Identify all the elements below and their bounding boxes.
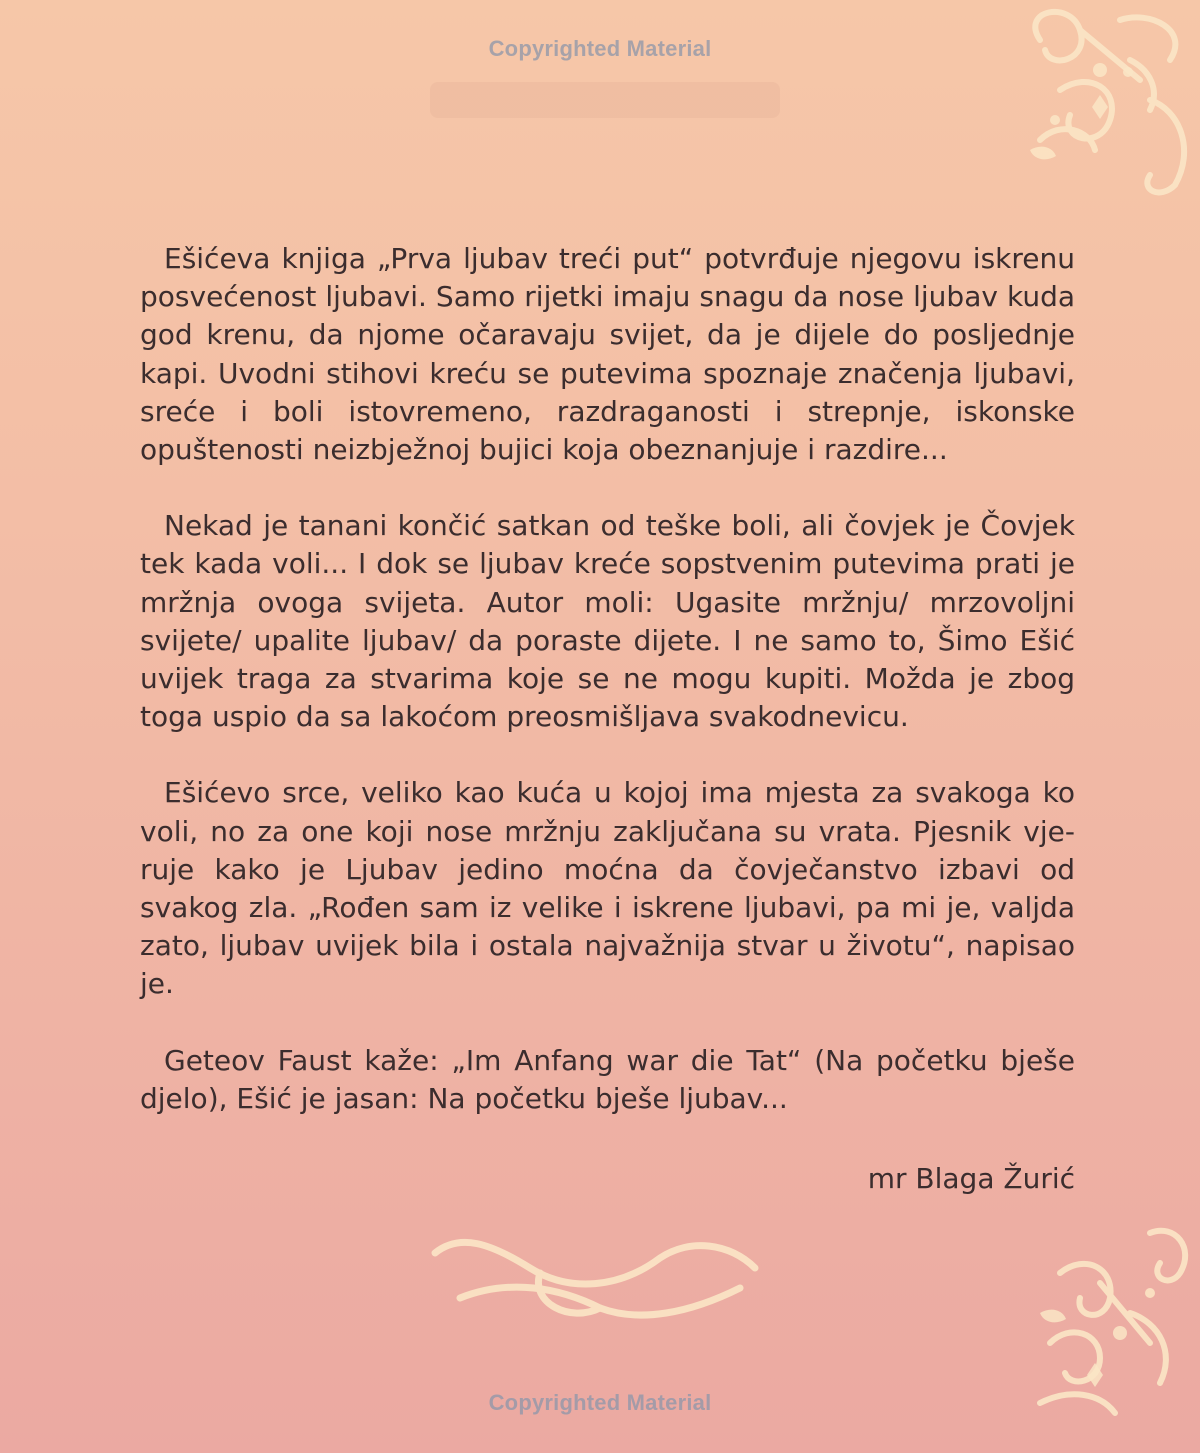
paragraph-1: Ešićeva knjiga „Prva ljubav treći put“ potvrđuje njegovu iskrenu posvećenost ljubavi. Samo rijetki imaju snagu da nose ljubav kuda god krenu, da njome očaravaju svijet, da je dijele do posljednje kapi. Uvodni stihovi kreću se putevima spoznaje značenja ljubavi, sreće i boli istovremeno, razdraganosti i strepnje, iskonske opuštenosti neizbježnoj bujici koja obeznanjuje i razdire... (140, 242, 1075, 467)
author-signature: mr Blaga Žurić (867, 1162, 1075, 1196)
copyright-watermark-bottom: Copyrighted Material (488, 1390, 712, 1415)
faded-heading-shape (430, 76, 780, 124)
paragraph-3: Ešićevo srce, veliko kao kuća u kojoj ima mjesta za svakoga ko voli, no za one koji nose mržnju zaključana su vrata. Pjesnik vjeruje kako je Ljubav jedino moćna da čovječanstvo izbavi od svakog zla. „Rođen sam iz velike i iskrene ljubavi, pa mi je, valjda zato, ljubav uvijek bila i ostala najvažnija stvar u životu“, napisao je. (140, 776, 1075, 1001)
copyright-watermark-top: Copyrighted Material (488, 36, 712, 61)
paragraph-4: Geteov Faust kaže: „Im Anfang war die Tat“ (Na početku bješe djelo), Ešić je jasan: Na početku bješe ljubav... (140, 1043, 1075, 1115)
body-text (140, 240, 1075, 1198)
floral-swirl-ornament-top-icon (1000, 0, 1200, 210)
paragraph-2: Nekad je tanani končić satkan od teške boli, ali čovjek je Čovjek tek kada voli... I dok se ljubav kreće sopstvenim putevima prati je mržnja ovoga svijeta. Autor moli: Ugasite mržnju/ mrzovoljni svijete/ upalite ljubav/ da poraste dijete. I ne samo to, Šimo Ešić uvijek traga za stvarima koje se ne mogu kupiti. Možda je zbog toga uspio da sa lakoćom preosmišljava svakodnevicu. (140, 509, 1075, 734)
calligraphic-flourish-icon (420, 1228, 780, 1328)
